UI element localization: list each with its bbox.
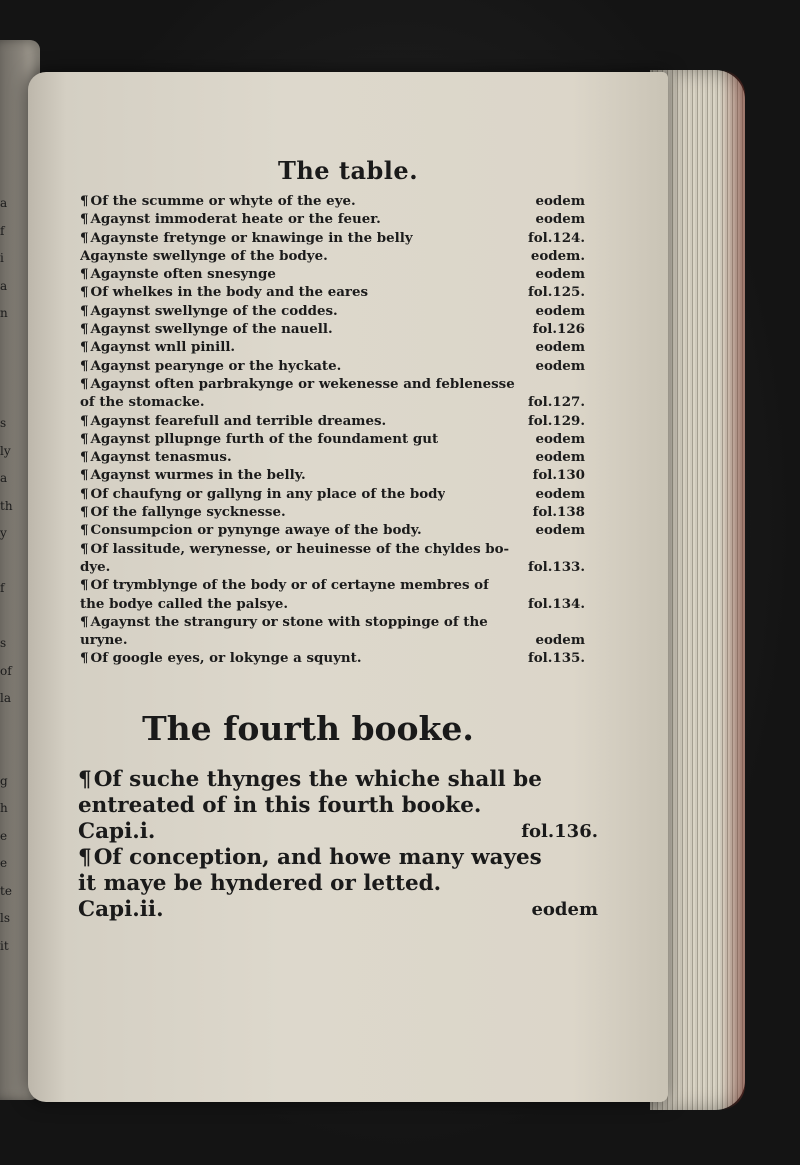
margin-fragment: te <box>0 883 12 898</box>
entry-title: Agaynste fretynge or knawinge in the belly <box>90 229 413 246</box>
folio-reference: eodem <box>535 430 585 447</box>
margin-fragment: f <box>0 223 5 238</box>
entry-text <box>80 466 306 484</box>
page-header: The table. <box>277 156 419 185</box>
entry-row <box>80 393 585 411</box>
pilcrow-mark: ¶ <box>78 767 92 792</box>
entry-title: uryne. <box>80 632 128 649</box>
margin-fragment: e <box>0 856 8 870</box>
pilcrow-mark: ¶ <box>80 302 89 319</box>
entry-text <box>80 210 381 228</box>
folio-reference: eodem <box>535 211 585 228</box>
entry-row <box>78 871 598 897</box>
entry-row <box>80 485 585 503</box>
folio-reference: fol.136. <box>521 821 598 842</box>
entry-title: Agaynst tenasmus. <box>90 449 232 466</box>
entry-title: entreated of in this fourth booke. <box>78 793 482 818</box>
entry-row <box>80 503 585 521</box>
entry-title: of the stomacke. <box>80 394 205 411</box>
entry-title: Agaynste swellynge of the bodye. <box>80 247 328 264</box>
margin-fragment <box>0 713 14 741</box>
entry-text <box>78 871 441 897</box>
entry-title: Agaynst wnll pinill. <box>90 339 236 356</box>
entry-title: Agaynst swellynge of the coddes. <box>90 302 338 319</box>
folio-reference: fol.125. <box>527 284 585 301</box>
entry-title: Of the fallynge sycknesse. <box>90 504 286 521</box>
entry-text <box>80 595 288 613</box>
entry-row <box>78 767 598 793</box>
pilcrow-mark: ¶ <box>80 284 89 301</box>
pilcrow-mark: ¶ <box>80 321 89 338</box>
entry-text <box>80 302 338 320</box>
entry-text <box>80 613 488 631</box>
entry-title: Of suche thynges the whiche shall be <box>93 767 542 792</box>
folio-reference: eodem <box>531 899 598 920</box>
entry-text <box>78 845 542 871</box>
entry-text <box>80 357 341 375</box>
folio-reference: eodem <box>535 302 585 319</box>
entry-title: Agaynste often snesynge <box>90 266 276 283</box>
pilcrow-mark: ¶ <box>80 357 89 374</box>
entry-title: Agaynst pearynge or the hyckate. <box>90 357 342 374</box>
entry-text <box>80 192 356 210</box>
folio-reference: fol.134. <box>527 595 585 612</box>
folio-reference: eodem <box>535 357 585 374</box>
entry-text <box>80 283 368 301</box>
entry-title: Capi.ii. <box>78 897 164 922</box>
pilcrow-mark: ¶ <box>80 375 89 392</box>
entry-title: Capi.i. <box>78 819 156 844</box>
pilcrow-mark: ¶ <box>80 430 89 447</box>
fourth-book-entries <box>78 767 598 923</box>
margin-fragment: a <box>0 196 8 210</box>
entry-row <box>80 540 585 558</box>
margin-fragment: h <box>0 801 8 815</box>
entry-text <box>80 540 509 558</box>
margin-fragment <box>0 603 14 631</box>
folio-reference: fol.126 <box>532 321 585 338</box>
entry-text <box>80 576 489 594</box>
margin-fragment: la <box>0 691 11 705</box>
folio-reference: eodem <box>535 266 585 283</box>
pilcrow-mark: ¶ <box>80 449 89 466</box>
entry-row <box>80 430 585 448</box>
margin-fragment: ls <box>0 911 10 925</box>
entry-text <box>80 338 235 356</box>
entry-text <box>80 649 362 667</box>
entry-title: Of lassitude, werynesse, or heuinesse of the chyldes bo- <box>90 540 510 557</box>
entry-title: Of trymblynge of the body or of certayne membres of <box>90 577 489 594</box>
entry-text <box>80 320 333 338</box>
margin-fragment <box>0 740 14 768</box>
entry-title: Agaynst pllupnge furth of the foundament gut <box>90 430 439 447</box>
entry-row <box>80 265 585 283</box>
entry-text <box>80 393 205 411</box>
margin-fragment <box>0 548 14 576</box>
entry-title: Agaynst swellynge of the nauell. <box>90 321 333 338</box>
entry-text <box>80 631 128 649</box>
entry-row <box>80 631 585 649</box>
entry-text <box>78 767 542 793</box>
margin-fragment: of <box>0 663 12 678</box>
margin-fragment: th <box>0 498 13 513</box>
entry-text <box>80 229 413 247</box>
pilcrow-mark: ¶ <box>80 613 89 630</box>
pilcrow-mark: ¶ <box>80 193 89 209</box>
pilcrow-mark: ¶ <box>80 522 89 539</box>
margin-fragment: ly <box>0 443 11 458</box>
entry-title: it maye be hyndered or letted. <box>78 871 442 896</box>
folio-reference: fol.127. <box>527 394 585 411</box>
pilcrow-mark: ¶ <box>78 845 92 870</box>
entry-title: Agaynst fearefull and terrible dreames. <box>90 412 387 429</box>
folio-reference: fol.138 <box>532 504 585 521</box>
pilcrow-mark: ¶ <box>80 650 89 667</box>
entry-row <box>80 558 585 576</box>
pilcrow-mark: ¶ <box>80 467 89 484</box>
entry-title: dye. <box>80 558 111 575</box>
margin-fragment: g <box>0 773 8 788</box>
entry-title: Agaynst immoderat heate or the feuer. <box>90 211 381 228</box>
pilcrow-mark: ¶ <box>80 577 89 594</box>
entry-text <box>80 265 276 283</box>
pilcrow-mark: ¶ <box>80 540 89 557</box>
pilcrow-mark: ¶ <box>80 485 89 502</box>
entry-title: Of whelkes in the body and the eares <box>90 284 369 301</box>
entry-title: the bodye called the palsye. <box>80 595 288 612</box>
folio-reference: eodem. <box>530 247 585 264</box>
folio-reference: eodem <box>535 632 585 649</box>
pilcrow-mark: ¶ <box>80 211 89 228</box>
pilcrow-mark: ¶ <box>80 412 89 429</box>
entry-row <box>80 320 585 338</box>
entry-title: Agaynst the strangury or stone with stoppinge of the <box>90 613 488 630</box>
margin-fragment: i <box>0 251 4 265</box>
margin-fragment <box>0 328 14 356</box>
margin-fragment: e <box>0 828 8 843</box>
entry-row <box>80 247 585 265</box>
entry-row <box>80 210 585 228</box>
pilcrow-mark: ¶ <box>80 504 89 521</box>
entry-row <box>80 521 585 539</box>
entry-text <box>80 485 445 503</box>
entry-row <box>80 649 585 667</box>
folio-reference: eodem <box>535 522 585 539</box>
entry-row <box>78 897 598 923</box>
folio-reference: fol.124. <box>527 229 585 246</box>
margin-fragment <box>0 355 14 383</box>
margin-fragment: f <box>0 581 5 595</box>
table-entries <box>80 192 585 668</box>
entry-text <box>80 521 422 539</box>
entry-row <box>80 576 585 594</box>
folio-reference: eodem <box>535 193 585 209</box>
entry-row <box>80 595 585 613</box>
entry-row <box>80 283 585 301</box>
pilcrow-mark: ¶ <box>80 229 89 246</box>
folio-reference: fol.129. <box>527 412 585 429</box>
entry-text <box>80 412 386 430</box>
margin-fragment: s <box>0 636 7 650</box>
entry-text <box>80 503 286 521</box>
entry-row <box>78 793 598 819</box>
section-title: The fourth booke. <box>142 709 474 748</box>
entry-text <box>78 819 155 845</box>
entry-row <box>80 302 585 320</box>
folio-reference: eodem <box>535 485 585 502</box>
entry-row <box>80 466 585 484</box>
entry-title: Of chaufyng or gallyng in any place of the body <box>90 485 446 502</box>
folio-reference: eodem <box>535 339 585 356</box>
entry-row <box>80 412 585 430</box>
folio-reference: fol.135. <box>527 650 585 667</box>
margin-fragment: n <box>0 306 8 320</box>
entry-title: Agaynst wurmes in the belly. <box>90 467 306 484</box>
pilcrow-mark: ¶ <box>80 339 89 356</box>
entry-text <box>78 897 164 923</box>
margin-fragments <box>0 190 14 960</box>
folio-reference: fol.133. <box>527 558 585 575</box>
entry-row <box>80 229 585 247</box>
entry-row <box>80 448 585 466</box>
margin-fragment: y <box>0 526 7 540</box>
entry-row <box>78 819 598 845</box>
margin-fragment: a <box>0 471 8 485</box>
entry-text <box>80 247 328 265</box>
margin-fragment: it <box>0 938 9 953</box>
entry-row <box>80 357 585 375</box>
entry-title: Of google eyes, or lokynge a squynt. <box>90 650 362 667</box>
entry-row <box>80 338 585 356</box>
margin-fragment: s <box>0 416 7 430</box>
entry-text <box>80 558 110 576</box>
entry-text <box>80 448 232 466</box>
entry-title: Agaynst often parbrakynge or wekenesse and feblenesse <box>90 375 515 392</box>
margin-fragment <box>0 383 14 411</box>
entry-row <box>80 375 585 393</box>
entry-row <box>80 613 585 631</box>
entry-title: Consumpcion or pynynge awaye of the body. <box>90 522 422 539</box>
folio-reference: eodem <box>535 449 585 466</box>
entry-title: Of the scumme or whyte of the eye. <box>90 193 356 209</box>
entry-title: Of conception, and howe many wayes <box>93 845 542 870</box>
pilcrow-mark: ¶ <box>80 266 89 283</box>
entry-row <box>78 845 598 871</box>
entry-text <box>80 430 438 448</box>
entry-text <box>80 375 515 393</box>
margin-fragment: a <box>0 278 8 293</box>
entry-text <box>78 793 481 819</box>
folio-reference: fol.130 <box>532 467 585 484</box>
entry-row <box>80 192 585 210</box>
book-page <box>28 72 668 1102</box>
